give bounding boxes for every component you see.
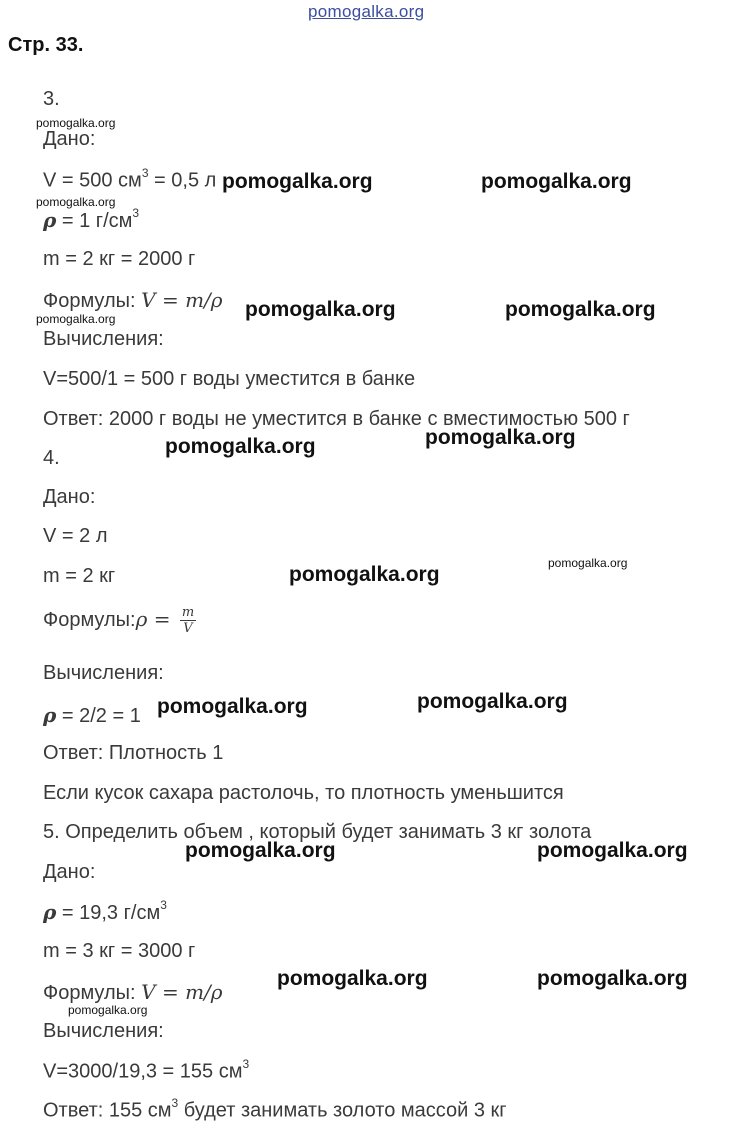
watermark: pomogalka.org — [165, 435, 316, 458]
watermark: pomogalka.org — [425, 426, 576, 449]
watermark: pomogalka.org — [245, 298, 396, 321]
watermark: pomogalka.org — [505, 298, 656, 321]
watermark: pomogalka.org — [277, 967, 428, 990]
rho-symbol: ρ — [43, 703, 57, 727]
watermark: pomogalka.org — [222, 170, 373, 193]
watermark: pomogalka.org — [36, 116, 116, 130]
page-title: Стр. 33. — [8, 34, 84, 56]
task4-number: 4. — [43, 447, 60, 469]
rho-symbol: ρ — [43, 900, 57, 924]
task4-formula: Формулы:ρ = $\frac{m}{V}$ — [43, 605, 195, 636]
task3-mass: m = 2 кг = 2000 г — [43, 248, 196, 270]
watermark: pomogalka.org — [36, 195, 116, 209]
task5-answer: Ответ: 155 $см^3$ будет занимать золото массой 3 кг — [43, 1096, 507, 1122]
task4-answer: Ответ: Плотность 1 — [43, 742, 224, 764]
task4-calc: ρ = 2/2 = 1 — [43, 703, 141, 727]
task5-calc-label: Вычисления: — [43, 1020, 164, 1042]
task3-calc-label: Вычисления: — [43, 328, 164, 350]
task3-density: ρ = 1 $г/см^3$ — [43, 206, 140, 232]
watermark: pomogalka.org — [68, 1003, 148, 1017]
task4-note: Если кусок сахара растолочь, то плотность уменьшится — [43, 782, 564, 804]
task5-given-label: Дано: — [43, 861, 96, 883]
task5-heading: 5. Определить объем , который будет занимать 3 кг золота — [43, 821, 592, 843]
watermark: pomogalka.org — [157, 695, 308, 718]
rho-symbol: ρ — [43, 208, 57, 232]
fraction: $\frac{m}{V}$ — [181, 605, 195, 636]
watermark: pomogalka.org — [537, 967, 688, 990]
watermark: pomogalka.org — [289, 563, 440, 586]
task3-answer: Ответ: 2000 г воды не уместится в банке с вместимостью 500 г — [43, 408, 630, 430]
watermark: pomogalka.org — [417, 690, 568, 713]
task4-given-label: Дано: — [43, 486, 96, 508]
task5-density: ρ = 19,3 $г/см^3$ — [43, 898, 167, 924]
task3-calc: V=500/1 = 500 г воды уместится в банке — [43, 368, 416, 390]
task3-formula: Формулы: V = m/ρ — [43, 288, 223, 312]
watermark: pomogalka.org — [481, 170, 632, 193]
task3-number: 3. — [43, 88, 60, 110]
site-link[interactable]: pomogalka.org — [308, 2, 425, 21]
task5-formula: Формулы: V = m/ρ — [43, 980, 223, 1004]
watermark: pomogalka.org — [185, 839, 336, 862]
watermark: pomogalka.org — [36, 312, 116, 326]
task4-calc-label: Вычисления: — [43, 662, 164, 684]
task4-mass: m = 2 кг — [43, 565, 116, 587]
task4-volume: V = 2 л — [43, 525, 108, 547]
task5-calc: V=3000/19,3 = 155 $см^3$ — [43, 1057, 250, 1083]
task3-given-label: Дано: — [43, 128, 96, 150]
task5-mass: m = 3 кг = 3000 г — [43, 940, 196, 962]
task3-volume: V = 500 $см^3 = 0,5$ л — [43, 166, 217, 192]
watermark: pomogalka.org — [548, 556, 628, 570]
watermark: pomogalka.org — [537, 839, 688, 862]
